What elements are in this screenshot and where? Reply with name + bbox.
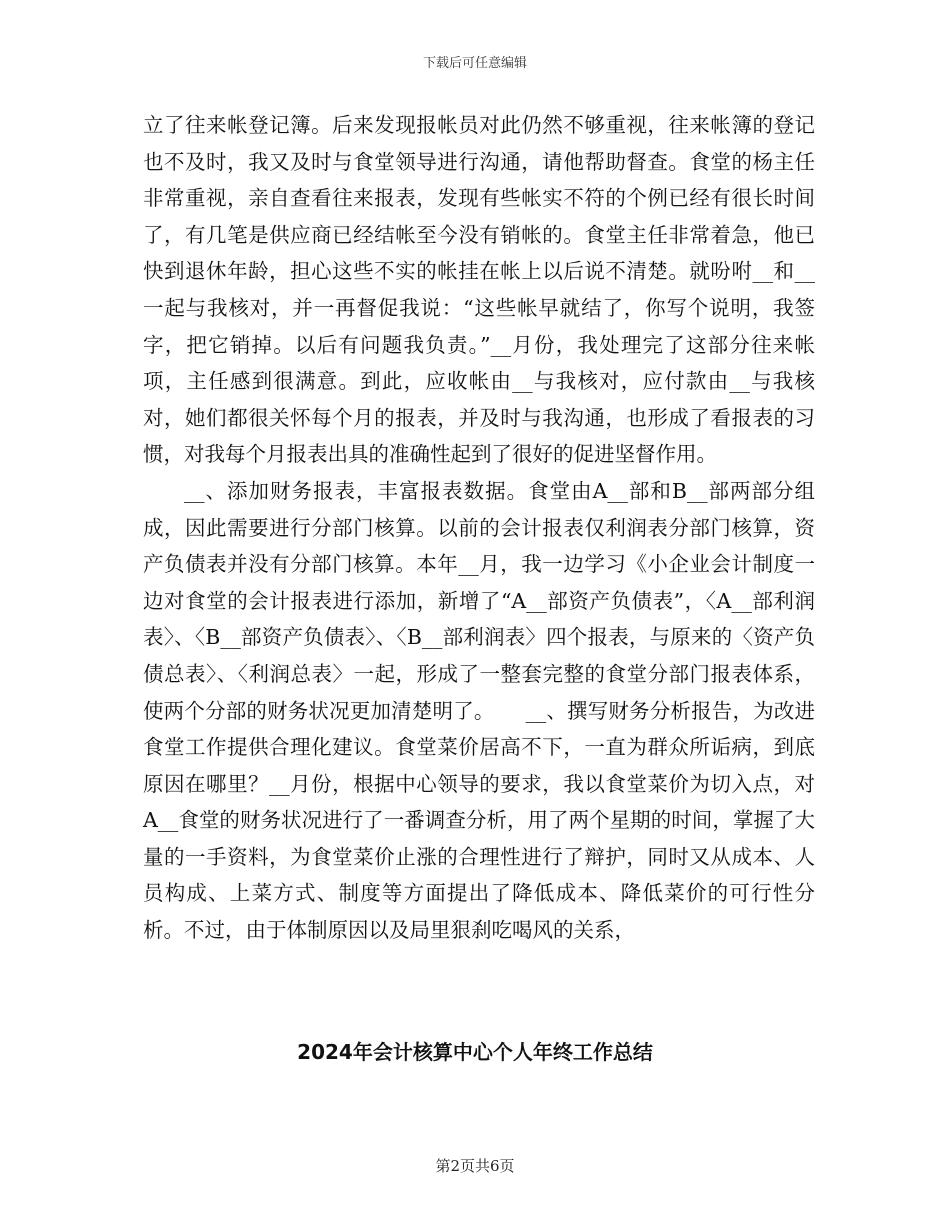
paragraph-2: __、添加财务报表，丰富报表数据。食堂由A__部和B__部两部分组成，因此需要进行分部门核算。以前的会计报表仅利润表分部门核算，资产负债表并没有分部门核算。本年__月，我一边学习《小企业会计制度一边对食堂的会计报表进行添加，新增了“A__部资产负债表”，〈A__部利润表〉、〈B__部资产负债表〉、〈B__部利润表〉四个报表，与原来的〈资产负债总表〉、〈利润总表〉一起，形成了一整套完整的食堂分部门报表体系，使两个分部的财务状况更加清楚明了。 __、撰写财务分析报告，为改进食堂工作提供合理化建议。食堂菜价居高不下，一直为群众所诟病，到底原因在哪里？__月份，根据中心领导的要求，我以食堂菜价为切入点，对A__食堂的财务状况进行了一番调查分析，用了两个星期的时间，掌握了大量的一手资料，为食堂菜价止涨的合理性进行了辩护，同时又从成本、人员构成、上菜方式、制度等方面提出了降低成本、降低菜价的可行性分析。不过，由于体制原因以及局里狠刹吃喝风的关系， (143, 478, 815, 943)
document-title: 2024年会计核算中心个人年终工作总结 (297, 1040, 653, 1064)
page-number: 第2页共6页 (435, 1157, 515, 1175)
page-header: 下载后可任意编辑 (422, 56, 527, 71)
paragraph-1: 立了往来帐登记簿。后来发现报帐员对此仍然不够重视，往来帐簿的登记也不及时，我又及时与食堂领导进行沟通，请他帮助督查。食堂的杨主任非常重视，亲自查看往来报表，发现有些帐实不符的个例已经有很长时间了，有几笔是供应商已经结帐至今没有销帐的。食堂主任非常着急，他已快到退休年龄，担心这些不实的帐挂在帐上以后说不清楚。就吩咐__和__一起与我核对，并一再督促我说：“这些帐早就结了，你写个说明，我签字，把它销掉。以后有问题我负责。”__月份，我处理完了这部分往来帐项，主任感到很满意。到此，应收帐由__与我核对，应付款由__与我核对，她们都很关怀每个月的报表，并及时与我沟通，也形成了看报表的习惯，对我每个月报表出具的准确性起到了很好的促进坚督作用。 (143, 113, 815, 467)
document-body (143, 107, 815, 949)
